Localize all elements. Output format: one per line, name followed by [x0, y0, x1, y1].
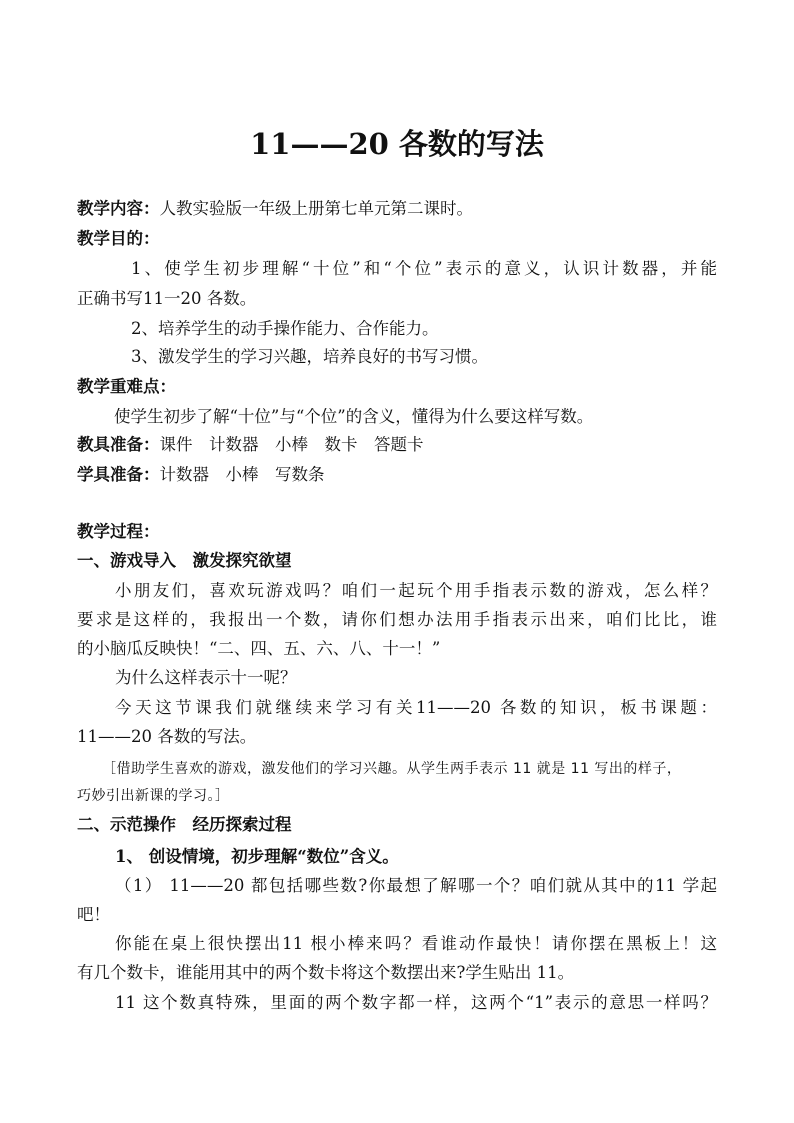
s2-subheading-1: 1、 创设情境，初步理解“数位”含义。	[115, 847, 399, 866]
teacher-tools-line	[77, 433, 424, 457]
student-tools-line	[77, 463, 325, 487]
teacher-tools-value: 课件 计数器 小棒 数卡 答题卡	[159, 435, 424, 454]
student-tools-label: 学具准备：	[77, 465, 160, 484]
s1-paragraph-3-line-2: 11——20 各数的写法。	[77, 727, 257, 746]
teaching-content-line	[77, 197, 473, 221]
objective-1-line-1: 1、使学生初步理解“十位”和“个位”表示的意义，认识计数器，并能	[131, 259, 717, 278]
s1-paragraph-1-line-2: 要求是这样的，我报出一个数，请你们想办法用手指表示出来，咱们比比，谁	[77, 610, 717, 629]
page-title: 11——20 各数的写法	[250, 127, 544, 161]
section-1-heading: 一、游戏导入 激发探究欲望	[77, 551, 292, 570]
s2-paragraph-2-line-1: 你能在桌上很快摆出11 根小棒来吗？看谁动作最快！请你摆在黑板上！这	[115, 934, 717, 953]
s1-note-line-1: ［借助学生喜欢的游戏，激发他们的学习兴趣。从学生两手表示 11 就是 11 写出的样子，	[102, 761, 682, 777]
s2-paragraph-1-line-2: 吧！	[77, 905, 110, 924]
s1-paragraph-3-line-1: 今天这节课我们就继续来学习有关11——20 各数的知识，板书课题：	[115, 698, 717, 717]
s2-paragraph-1-line-1: （1） 11——20 都包括哪些数?你最想了解哪一个？咱们就从其中的11 学起	[115, 876, 717, 895]
objective-2: 2、培养学生的动手操作能力、合作能力。	[131, 319, 439, 338]
teacher-tools-label: 教具准备：	[77, 435, 160, 454]
s2-paragraph-2-line-2: 有几个数卡，谁能用其中的两个数卡将这个数摆出来?学生贴出 11。	[77, 963, 575, 982]
process-label: 教学过程：	[77, 522, 160, 541]
teaching-content-value: 人教实验版一年级上册第七单元第二课时。	[159, 199, 473, 218]
key-points-label: 教学重难点：	[77, 377, 176, 396]
section-2-heading: 二、示范操作 经历探索过程	[77, 815, 292, 834]
objective-3: 3、激发学生的学习兴趣，培养良好的书写习惯。	[131, 347, 488, 366]
teaching-content-label: 教学内容：	[77, 199, 160, 218]
s1-note-line-2: 巧妙引出新课的学习。］	[77, 788, 230, 804]
key-points-text: 使学生初步了解“十位”与“个位”的含义，懂得为什么要这样写数。	[114, 407, 594, 426]
teaching-objectives-label: 教学目的：	[77, 229, 160, 248]
s1-paragraph-1-line-3: 的小脑瓜反映快！“二、四、五、六、八、十一！”	[77, 639, 441, 658]
s1-paragraph-1-line-1: 小朋友们，喜欢玩游戏吗？咱们一起玩个用手指表示数的游戏，怎么样？	[115, 581, 717, 600]
s2-paragraph-3-line-1: 11 这个数真特殊，里面的两个数字都一样，这两个“1”表示的意思一样吗？	[115, 993, 717, 1012]
s1-paragraph-2: 为什么这样表示十一呢？	[115, 668, 297, 687]
objective-1-line-2: 正确书写11一20 各数。	[77, 289, 257, 308]
student-tools-value: 计数器 小棒 写数条	[159, 465, 325, 484]
